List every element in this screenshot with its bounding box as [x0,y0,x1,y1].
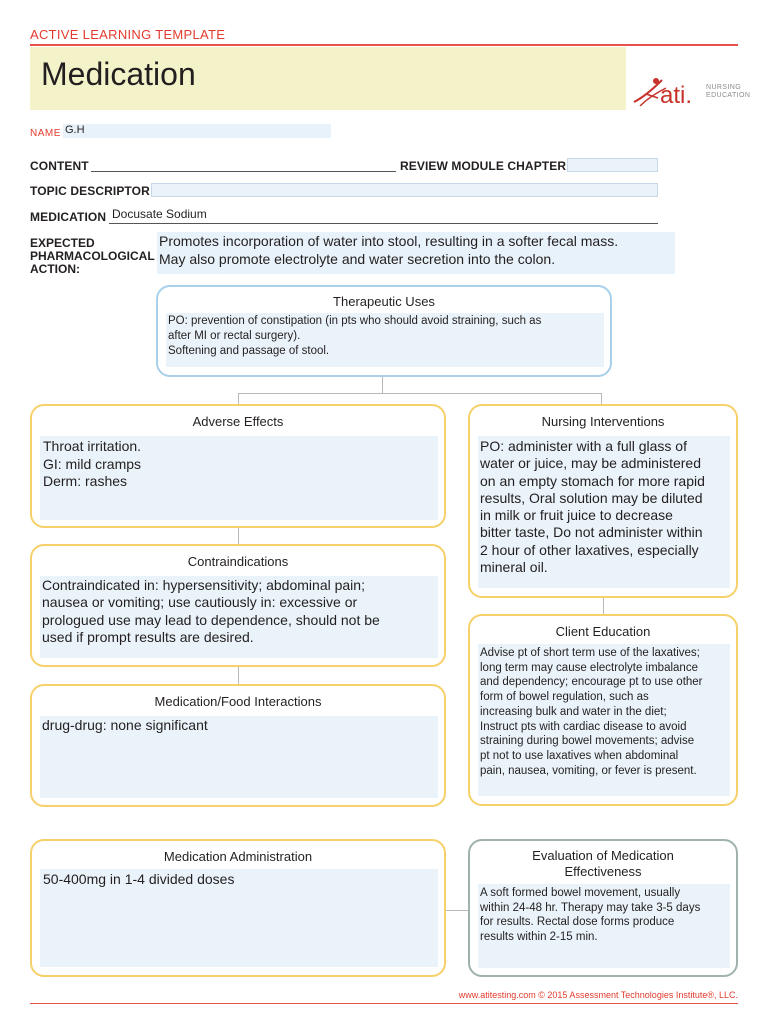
connector-ma-eval [446,910,468,911]
ati-logo [632,76,751,110]
medication-label: MEDICATION [30,210,107,224]
nursing-interventions-box [468,404,738,598]
client-education-line-5: increasing bulk and water in the diet; [480,705,667,718]
connector-ci-mfi [238,667,239,684]
therapeutic-uses-text [168,314,541,359]
topic-descriptor-field[interactable] [151,183,658,197]
therapeutic-uses-line-3: Softening and passage of stool. [168,345,330,357]
nursing-interventions-line-1: PO: administer with a full glass of [480,438,687,454]
adverse-effects-line-3: Derm: rashes [43,473,128,489]
contraindications-line-4: used if prompt results are desired. [42,628,254,645]
connector-ni-ce [603,598,604,614]
connector-tu-down [382,376,383,393]
nursing-interventions-line-2: water or juice, may be administered [480,455,701,472]
client-education-text [480,646,703,778]
expected-action-label [30,237,155,276]
template-label: ACTIVE LEARNING TEMPLATE [30,27,226,42]
header-rule [30,44,738,46]
topic-descriptor-label: TOPIC DESCRIPTOR [30,184,150,198]
ati-logo-subtitle [706,84,750,100]
nursing-interventions-line-7: 2 hour of other laxatives, especially [480,541,699,558]
contraindications-line-3: prologued use may lead to dependence, should not be [42,611,380,628]
client-education-line-2: long term may cause electrolyte imbalance [480,661,698,674]
client-education-title: Client Education [555,624,651,639]
connector-horizontal [238,393,602,394]
review-module-field[interactable] [567,158,658,172]
medication-field[interactable] [109,223,658,224]
ati-logo-subtitle-2: EDUCATION [706,92,751,99]
med-administration-line-1: 50-400mg in 1-4 divided doses [43,871,235,887]
client-education-line-3: and dependency; encourage pt to use other [480,676,703,689]
evaluation-line-3: for results. Rectal dose forms produce [480,916,675,929]
ati-logo-subtitle-1: NURSING [706,84,742,91]
adverse-effects-line-1: Throat irritation. [43,438,142,454]
expected-action-label-2: PHARMACOLOGICAL [30,249,155,263]
med-food-interactions-box [30,684,446,807]
nursing-interventions-line-3: on an empty stomach for more rapid [480,472,705,489]
nursing-interventions-line-4: results, Oral solution may be diluted [480,489,703,506]
therapeutic-uses-title: Therapeutic Uses [333,294,435,309]
footer-rule [30,1003,738,1004]
adverse-effects-text [43,438,141,491]
expected-action-text [159,232,675,268]
evaluation-line-4: results within 2-15 min. [480,931,598,944]
footer-text: www.atitesting.com © 2015 Assessment Technologies Institute®, LLC. [458,990,738,1000]
content-field[interactable] [91,171,396,172]
contraindications-title: Contraindications [187,554,289,569]
evaluation-text [480,886,700,945]
therapeutic-uses-box [156,285,612,377]
name-label: NAME [30,128,61,139]
evaluation-box [468,839,738,977]
evaluation-title [470,848,736,880]
expected-action-label-3: ACTION: [30,262,80,276]
med-food-interactions-title: Medication/Food Interactions [154,694,322,709]
client-education-line-6: Instruct pts with cardiac disease to avoid [480,720,687,733]
adverse-effects-title: Adverse Effects [192,414,284,429]
nursing-interventions-line-8: mineral oil. [480,559,548,576]
ati-logo-text: ati. [660,82,693,109]
expected-action-line-1: Promotes incorporation of water into stool, resulting in a softer fecal mass. [159,233,619,249]
contraindications-text [42,577,380,646]
expected-action-line-2: May also promote electrolyte and water secretion into the colon. [159,251,556,267]
med-administration-box [30,839,446,977]
client-education-line-7: straining during bowel movements; advise [480,735,695,748]
client-education-line-9: pain, nausea, vomiting, or fever is present. [480,764,697,777]
nursing-interventions-line-6: bitter taste, Do not administer within [480,524,703,541]
expected-action-label-1: EXPECTED [30,236,95,250]
review-module-label: REVIEW MODULE CHAPTER [400,159,567,173]
med-food-interactions-text [42,717,208,734]
evaluation-line-1: A soft formed bowel movement, usually [480,887,681,899]
client-education-line-4: form of bowel regulation, such as [480,691,649,704]
page-title: Medication [41,56,196,92]
contraindications-line-2: nausea or vomiting; use cautiously in: excessive or [42,594,358,611]
medication-value: Docusate Sodium [112,207,207,221]
therapeutic-uses-line-1: PO: prevention of constipation (in pts who should avoid straining, such as [168,315,542,327]
name-field[interactable]: G.H [63,124,331,138]
contraindications-box [30,544,446,667]
nursing-interventions-line-5: in milk or fruit juice to decrease [480,507,673,524]
connector-ae-ci [238,528,239,544]
adverse-effects-box [30,404,446,528]
content-label: CONTENT [30,159,89,173]
evaluation-title-line-1: Evaluation of Medication [532,848,674,863]
client-education-line-8: pt not to use laxatives when abdominal [480,749,679,762]
med-food-interactions-line-1: drug-drug: none significant [42,717,208,733]
med-administration-title: Medication Administration [163,849,313,864]
evaluation-line-2: within 24-48 hr. Therapy may take 3-5 days [480,901,701,914]
med-administration-text [43,871,234,888]
nursing-interventions-title: Nursing Interventions [541,414,665,429]
adverse-effects-line-2: GI: mild cramps [43,455,142,472]
evaluation-title-line-2: Effectiveness [564,864,642,879]
therapeutic-uses-line-2: after MI or rectal surgery). [168,330,301,342]
client-education-line-1: Advise pt of short term use of the laxatives; [480,647,700,659]
nursing-interventions-text [480,438,705,576]
client-education-box [468,614,738,806]
contraindications-line-1: Contraindicated in: hypersensitivity; abdominal pain; [42,577,365,593]
